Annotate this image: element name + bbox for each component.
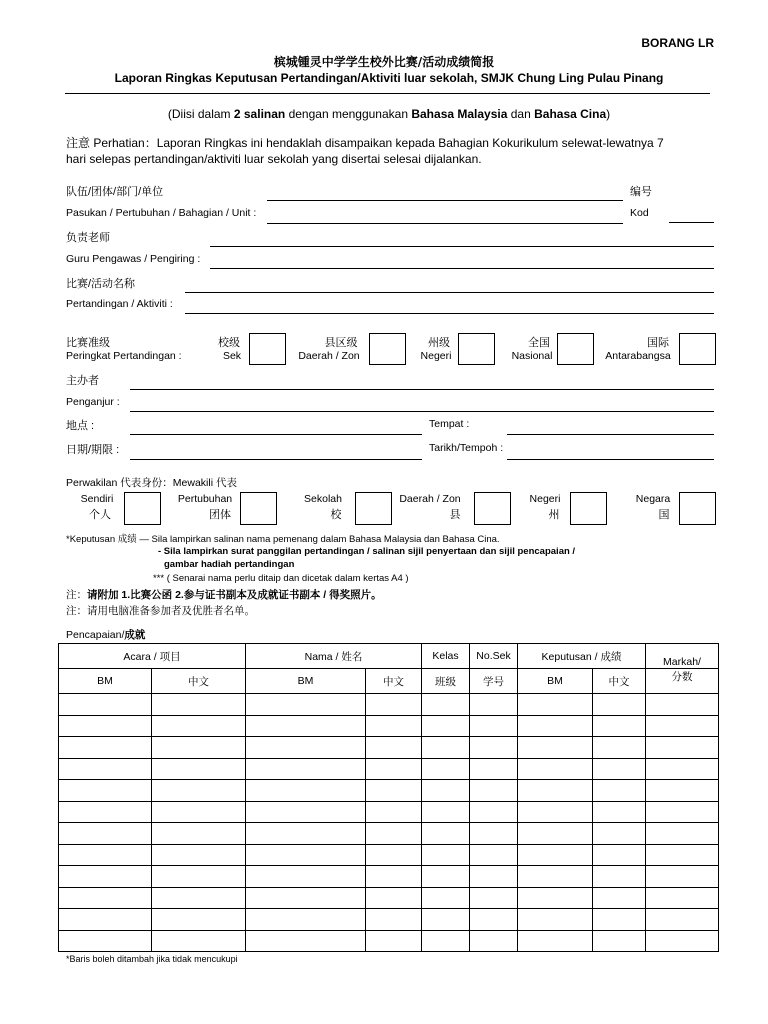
table-cell[interactable]	[593, 737, 646, 759]
table-cell[interactable]	[593, 758, 646, 780]
table-cell[interactable]	[366, 715, 422, 737]
table-cell[interactable]	[646, 780, 719, 802]
table-cell[interactable]	[152, 780, 246, 802]
header-nosek-cn: 学号	[470, 669, 518, 694]
table-cell[interactable]	[422, 930, 470, 952]
table-cell[interactable]	[518, 715, 593, 737]
organizer-input-line-1[interactable]	[130, 389, 714, 390]
table-row	[59, 887, 719, 909]
table-cell[interactable]	[422, 866, 470, 888]
table-cell[interactable]	[470, 930, 518, 952]
table-cell[interactable]	[59, 801, 152, 823]
rep-negara-checkbox[interactable]	[679, 492, 716, 525]
table-cell[interactable]	[470, 887, 518, 909]
table-cell[interactable]	[246, 844, 366, 866]
table-cell[interactable]	[422, 844, 470, 866]
level-daerah-checkbox[interactable]	[369, 333, 406, 365]
table-cell[interactable]	[366, 758, 422, 780]
table-cell[interactable]	[59, 780, 152, 802]
activity-label-cn: 比赛/活动名称	[66, 278, 136, 290]
achievement-table	[58, 643, 719, 952]
level-nasional-bm: Nasional	[511, 350, 553, 362]
table-cell[interactable]	[152, 887, 246, 909]
table-cell[interactable]	[470, 780, 518, 802]
table-cell[interactable]	[246, 823, 366, 845]
table-cell[interactable]	[246, 930, 366, 952]
level-nasional-cn: 全国	[528, 337, 550, 349]
table-cell[interactable]	[246, 866, 366, 888]
table-cell[interactable]	[470, 758, 518, 780]
table-row	[59, 737, 719, 759]
level-sek-checkbox[interactable]	[249, 333, 286, 365]
table-cell[interactable]	[246, 715, 366, 737]
table-cell[interactable]	[470, 909, 518, 931]
notice-line-2: hari selepas pertandingan/aktiviti luar sekolah yang disertai selesai dijalankan.	[66, 152, 482, 166]
rep-negeri-bm: Negeri	[529, 493, 561, 505]
rep-negeri-checkbox[interactable]	[570, 492, 607, 525]
place-label-cn: 地点 :	[66, 420, 95, 432]
table-cell[interactable]	[366, 909, 422, 931]
note-computer: 注：请用电脑准备参加者及优胜者名单。	[66, 605, 255, 617]
table-cell[interactable]	[646, 930, 719, 952]
teacher-input-line-1[interactable]	[210, 246, 714, 247]
table-cell[interactable]	[593, 930, 646, 952]
table-cell[interactable]	[518, 887, 593, 909]
table-cell[interactable]	[646, 694, 719, 716]
achievement-caption: Pencapaian/成就	[66, 629, 146, 641]
date-label-cn: 日期/期限 :	[66, 444, 120, 456]
table-cell[interactable]	[518, 801, 593, 823]
activity-input-line-2[interactable]	[185, 313, 714, 314]
table-cell[interactable]	[366, 694, 422, 716]
note-gambar: gambar hadiah pertandingan	[164, 559, 295, 570]
notice-line-1: 注意 Perhatian：Laporan Ringkas ini hendaklah disampaikan kepada Bahagian Kokurikulum selewat-lewatnya 7	[66, 136, 664, 150]
table-cell[interactable]	[422, 694, 470, 716]
level-daerah-cn: 县区级	[324, 337, 358, 349]
table-cell[interactable]	[646, 887, 719, 909]
teacher-label-bm: Guru Pengawas / Pengiring :	[66, 253, 201, 265]
rep-negara-bm: Negara	[635, 493, 671, 505]
level-negeri-checkbox[interactable]	[458, 333, 495, 365]
table-cell[interactable]	[593, 909, 646, 931]
header-nosek: No.Sek	[470, 644, 518, 669]
table-cell[interactable]	[152, 844, 246, 866]
table-cell[interactable]	[518, 758, 593, 780]
code-input-line[interactable]	[669, 222, 714, 223]
note-senarai: *** ( Senarai nama perlu ditaip dan dicetak dalam kertas A4 )	[153, 573, 409, 584]
level-antarabangsa-cn: 国际	[647, 337, 669, 349]
level-daerah-bm: Daerah / Zon	[298, 350, 360, 362]
table-cell[interactable]	[646, 844, 719, 866]
note-attach: 注：请附加 1.比赛公函 2.参与证书副本及成就证书副本 / 得奖照片。	[66, 589, 382, 601]
header-nama-cn: 中文	[366, 669, 422, 694]
rep-negeri-cn: 州	[548, 509, 560, 521]
table-cell[interactable]	[246, 801, 366, 823]
table-cell[interactable]	[593, 823, 646, 845]
rep-sekolah-cn: 校	[330, 509, 342, 521]
rep-pertubuhan-checkbox[interactable]	[240, 492, 277, 525]
title-malay: Laporan Ringkas Keputusan Pertandingan/Aktiviti luar sekolah, SMJK Chung Ling Pulau Pinang	[114, 71, 664, 85]
header-acara: Acara / 项目	[59, 644, 246, 669]
unit-label-bm: Pasukan / Pertubuhan / Bahagian / Unit :	[66, 207, 257, 219]
table-cell[interactable]	[646, 866, 719, 888]
table-cell[interactable]	[366, 780, 422, 802]
place-input-line[interactable]	[130, 434, 422, 435]
table-cell[interactable]	[59, 715, 152, 737]
date-input-line[interactable]	[130, 459, 422, 460]
table-cell[interactable]	[422, 909, 470, 931]
table-cell[interactable]	[593, 694, 646, 716]
table-cell[interactable]	[152, 694, 246, 716]
rep-negara-cn: 国	[658, 509, 670, 521]
table-cell[interactable]	[366, 866, 422, 888]
date-label-bm: Tarikh/Tempoh :	[429, 442, 504, 454]
table-cell[interactable]	[366, 930, 422, 952]
table-cell[interactable]	[59, 866, 152, 888]
table-cell[interactable]	[422, 780, 470, 802]
table-cell[interactable]	[152, 866, 246, 888]
unit-label-cn: 队伍/团体/部门/单位	[66, 186, 164, 198]
table-cell[interactable]	[59, 909, 152, 931]
rep-sekolah-bm: Sekolah	[304, 493, 342, 505]
table-cell[interactable]	[152, 758, 246, 780]
header-markah-cn: 分数	[646, 669, 719, 694]
table-cell[interactable]	[593, 844, 646, 866]
teacher-label-cn: 负责老师	[66, 232, 110, 244]
level-antarabangsa-checkbox[interactable]	[679, 333, 716, 365]
header-kelas: Kelas	[422, 644, 470, 669]
table-cell[interactable]	[593, 801, 646, 823]
table-row	[59, 844, 719, 866]
table-cell[interactable]	[518, 737, 593, 759]
table-cell[interactable]	[366, 801, 422, 823]
table-row	[59, 930, 719, 952]
table-cell[interactable]	[366, 737, 422, 759]
level-sek-cn: 校级	[218, 337, 240, 349]
table-cell[interactable]	[518, 866, 593, 888]
organizer-input-line-2[interactable]	[130, 411, 714, 412]
header-keputusan-bm: BM	[518, 669, 593, 694]
header-divider	[65, 93, 710, 94]
level-label-bm: Peringkat Pertandingan :	[66, 350, 182, 362]
unit-input-line-1[interactable]	[267, 200, 623, 201]
level-sek-bm: Sek	[222, 350, 242, 362]
table-cell[interactable]	[593, 866, 646, 888]
table-cell[interactable]	[152, 715, 246, 737]
table-cell[interactable]	[366, 887, 422, 909]
table-cell[interactable]	[518, 930, 593, 952]
note-lampiran: - Sila lampirkan surat panggilan pertandingan / salinan sijil penyertaan dan sijil pencapaian /	[158, 546, 576, 557]
table-cell[interactable]	[246, 909, 366, 931]
table-cell[interactable]	[246, 737, 366, 759]
table-cell[interactable]	[593, 715, 646, 737]
table-cell[interactable]	[646, 823, 719, 845]
header-keputusan-cn: 中文	[593, 669, 646, 694]
table-cell[interactable]	[470, 737, 518, 759]
table-cell[interactable]	[422, 801, 470, 823]
table-cell[interactable]	[366, 823, 422, 845]
header-markah: Markah/	[646, 644, 719, 669]
rep-daerah-bm: Daerah / Zon	[399, 493, 461, 505]
organizer-label-bm: Penganjur :	[66, 396, 120, 408]
rep-sekolah-checkbox[interactable]	[355, 492, 392, 525]
note-keputusan: *Keputusan 成绩 — Sila lampirkan salinan nama pemenang dalam Bahasa Malaysia dan Bahasa Cina.	[66, 534, 500, 545]
representation-label: Perwakilan 代表身份：Mewakili 代表	[66, 477, 237, 489]
table-cell[interactable]	[152, 801, 246, 823]
table-cell[interactable]	[59, 694, 152, 716]
form-code: BORANG LR	[641, 36, 714, 50]
rep-daerah-cn: 县	[449, 509, 461, 521]
table-cell[interactable]	[246, 887, 366, 909]
activity-input-line-1[interactable]	[185, 292, 714, 293]
header-nama: Nama / 姓名	[246, 644, 422, 669]
table-cell[interactable]	[646, 758, 719, 780]
table-row	[59, 758, 719, 780]
title-chinese: 槟城锺灵中学学生校外比赛/活动成绩简报	[273, 55, 495, 69]
table-cell[interactable]	[422, 887, 470, 909]
table-cell[interactable]	[59, 887, 152, 909]
header-nama-bm: BM	[246, 669, 366, 694]
table-cell[interactable]	[646, 737, 719, 759]
date-bm-input-line[interactable]	[507, 459, 714, 460]
header-kelas-cn: 班级	[422, 669, 470, 694]
table-cell[interactable]	[470, 844, 518, 866]
activity-label-bm: Pertandingan / Aktiviti :	[66, 298, 173, 310]
table-cell[interactable]	[59, 758, 152, 780]
table-row	[59, 801, 719, 823]
table-cell[interactable]	[593, 780, 646, 802]
table-cell[interactable]	[59, 823, 152, 845]
table-cell[interactable]	[59, 737, 152, 759]
table-cell[interactable]	[152, 737, 246, 759]
table-cell[interactable]	[518, 694, 593, 716]
table-cell[interactable]	[518, 780, 593, 802]
level-negeri-bm: Negeri	[420, 350, 452, 362]
teacher-input-line-2[interactable]	[210, 268, 714, 269]
footnote: *Baris boleh ditambah jika tidak mencukupi	[66, 954, 238, 964]
code-label-bm: Kod	[630, 207, 649, 219]
rep-sendiri-cn: 个人	[89, 509, 111, 521]
table-cell[interactable]	[59, 930, 152, 952]
table-cell[interactable]	[470, 801, 518, 823]
fill-instruction: (Diisi dalam 2 salinan dengan menggunakan Bahasa Malaysia dan Bahasa Cina)	[167, 107, 611, 121]
table-cell[interactable]	[152, 909, 246, 931]
table-cell[interactable]	[470, 694, 518, 716]
table-cell[interactable]	[422, 737, 470, 759]
header-keputusan: Keputusan / 成绩	[518, 644, 646, 669]
rep-pertubuhan-bm: Pertubuhan	[177, 493, 233, 505]
level-antarabangsa-bm: Antarabangsa	[605, 350, 671, 362]
table-cell[interactable]	[470, 866, 518, 888]
table-cell[interactable]	[470, 823, 518, 845]
table-row	[59, 866, 719, 888]
code-label-cn: 编号	[630, 186, 652, 198]
level-nasional-checkbox[interactable]	[557, 333, 594, 365]
table-cell[interactable]	[518, 823, 593, 845]
place-bm-input-line[interactable]	[507, 434, 714, 435]
table-cell[interactable]	[246, 694, 366, 716]
header-acara-cn: 中文	[152, 669, 246, 694]
table-cell[interactable]	[646, 909, 719, 931]
level-label-cn: 比赛准级	[66, 337, 110, 349]
rep-sendiri-checkbox[interactable]	[124, 492, 161, 525]
table-row	[59, 694, 719, 716]
table-cell[interactable]	[246, 758, 366, 780]
place-label-bm: Tempat :	[429, 418, 470, 430]
table-row	[59, 780, 719, 802]
table-cell[interactable]	[646, 801, 719, 823]
organizer-label-cn: 主办者	[66, 375, 99, 387]
table-cell[interactable]	[422, 758, 470, 780]
table-cell[interactable]	[366, 844, 422, 866]
table-cell[interactable]	[59, 844, 152, 866]
table-cell[interactable]	[593, 887, 646, 909]
table-cell[interactable]	[422, 715, 470, 737]
table-cell[interactable]	[422, 823, 470, 845]
header-acara-bm: BM	[59, 669, 152, 694]
table-row	[59, 909, 719, 931]
table-cell[interactable]	[518, 909, 593, 931]
table-cell[interactable]	[152, 823, 246, 845]
rep-daerah-checkbox[interactable]	[474, 492, 511, 525]
table-cell[interactable]	[470, 715, 518, 737]
level-negeri-cn: 州级	[428, 337, 450, 349]
table-cell[interactable]	[246, 780, 366, 802]
rep-sendiri-bm: Sendiri	[80, 493, 114, 505]
table-cell[interactable]	[518, 844, 593, 866]
table-row	[59, 823, 719, 845]
table-row	[59, 715, 719, 737]
table-cell[interactable]	[152, 930, 246, 952]
unit-input-line-2[interactable]	[267, 223, 623, 224]
rep-pertubuhan-cn: 团体	[209, 509, 231, 521]
table-cell[interactable]	[646, 715, 719, 737]
